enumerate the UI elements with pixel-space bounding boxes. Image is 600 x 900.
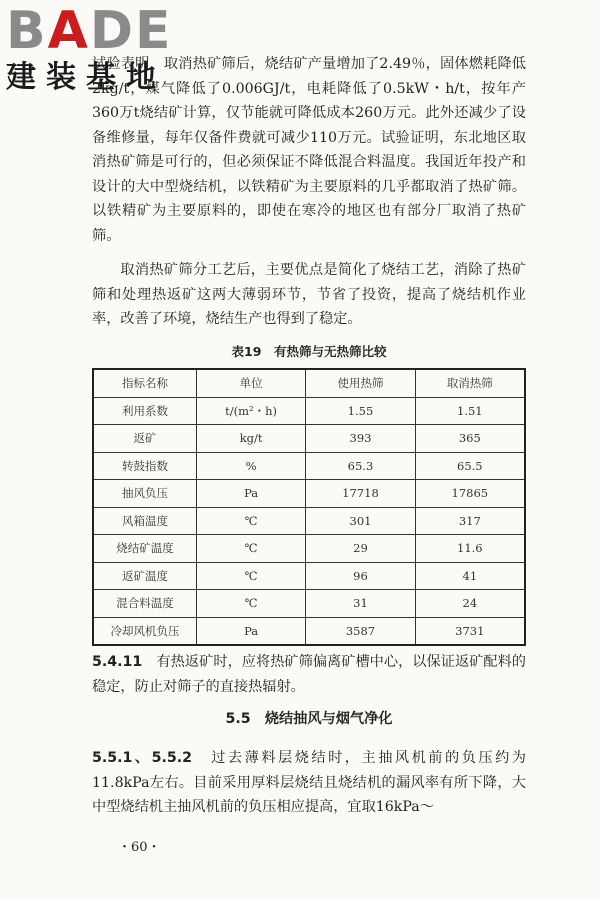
section-heading: 5.5 烧结抽风与烟气净化 [225,711,393,727]
page-number: ・60・ [118,840,161,855]
table-cell: ℃ [196,562,305,590]
table-cell: 41 [415,562,525,590]
table-row [93,397,525,425]
paragraph-1: 试验表明，取消热矿筛后，烧结矿产量增加了2.49％，固体燃耗降低2kg/t，煤气降低了0.006GJ/t，电耗降低了0.5kW・h/t，按年产360万t烧结矿计算，仅节能就可降低成本260万元。此外还减少了设备维修量，每年仅备件费就可减少110万元。试验证明，东北地区取消热矿筛是可行的，但必须保证不降低混合料温度。我国近年投产和设计的大中型烧结机，以铁精矿为主要原料的几乎都取消了热矿筛。以铁精矿为主要原料的，即使在寒冷的地区也有部分厂取消了热矿筛。 [92,56,526,244]
table-cell: ℃ [196,507,305,535]
table-cell: 3731 [415,617,525,645]
table-row [93,535,525,563]
table-cell: 转鼓指数 [93,452,196,480]
table-cell: 31 [306,590,415,618]
table-cell: 1.51 [415,397,525,425]
table-title: 表19 有热筛与无热筛比较 [231,344,387,359]
logo-wordmark: BADE [6,1,173,61]
table-cell: 317 [415,507,525,535]
table-cell: 65.5 [415,452,525,480]
table-cell: 301 [306,507,415,535]
table-row [93,562,525,590]
table-cell: 96 [306,562,415,590]
table-cell: ℃ [196,590,305,618]
paragraph-2: 取消热矿筛分工艺后，主要优点是简化了烧结工艺，消除了热矿筛和处理热返矿这两大薄弱环节，节省了投资，提高了烧结机作业率，改善了环境，烧结生产也得到了稳定。 [92,262,526,327]
table-cell: 29 [306,535,415,563]
table-cell: 1.55 [306,397,415,425]
table-header-cell: 使用热筛 [306,369,415,397]
clause-5-5-1 [92,746,526,820]
table-cell: kg/t [196,425,305,453]
table-cell: 利用系数 [93,397,196,425]
table-row [93,480,525,508]
table-cell: 365 [415,425,525,453]
clause-number: 5.5.1、5.5.2 [92,750,192,766]
table-cell: 风箱温度 [93,507,196,535]
clause-text: 过去薄料层烧结时，主抽风机前的负压约为11.8kPa左右。目前采用厚料层烧结且烧结机的漏风率有所下降，大中型烧结机主抽风机前的负压相应提高，宜取16kPa～ [92,750,526,815]
table-row [93,507,525,535]
table-cell: 11.6 [415,535,525,563]
clause-number: 5.4.11 [92,654,143,670]
table-row [93,617,525,645]
table-cell: 混合料温度 [93,590,196,618]
table-cell: 17865 [415,480,525,508]
table-cell: % [196,452,305,480]
table-cell: 抽风负压 [93,480,196,508]
table-cell: 返矿 [93,425,196,453]
table-row [93,590,525,618]
table-cell: 返矿温度 [93,562,196,590]
table-cell: Pa [196,480,305,508]
table-cell: ℃ [196,535,305,563]
clause-text: 有热返矿时，应将热矿筛偏离矿槽中心，以保证返矿配料的稳定，防止对筛子的直接热辐射。 [92,654,526,695]
table-cell: 17718 [306,480,415,508]
table-header-cell: 单位 [196,369,305,397]
table-cell: 3587 [306,617,415,645]
table-row [93,452,525,480]
table-cell: 393 [306,425,415,453]
table-cell: Pa [196,617,305,645]
table-cell: 65.3 [306,452,415,480]
table-header-cell: 指标名称 [93,369,196,397]
logo-subtitle: 建装基地 [6,60,166,95]
clause-5-4-11 [92,650,526,699]
table-cell: 烧结矿温度 [93,535,196,563]
table-header-cell: 取消热筛 [415,369,525,397]
comparison-table [92,368,526,646]
table-row [93,425,525,453]
table-cell: 24 [415,590,525,618]
table-cell: t/(m²・h) [196,397,305,425]
table-header-row [93,369,525,397]
table-cell: 冷却风机负压 [93,617,196,645]
